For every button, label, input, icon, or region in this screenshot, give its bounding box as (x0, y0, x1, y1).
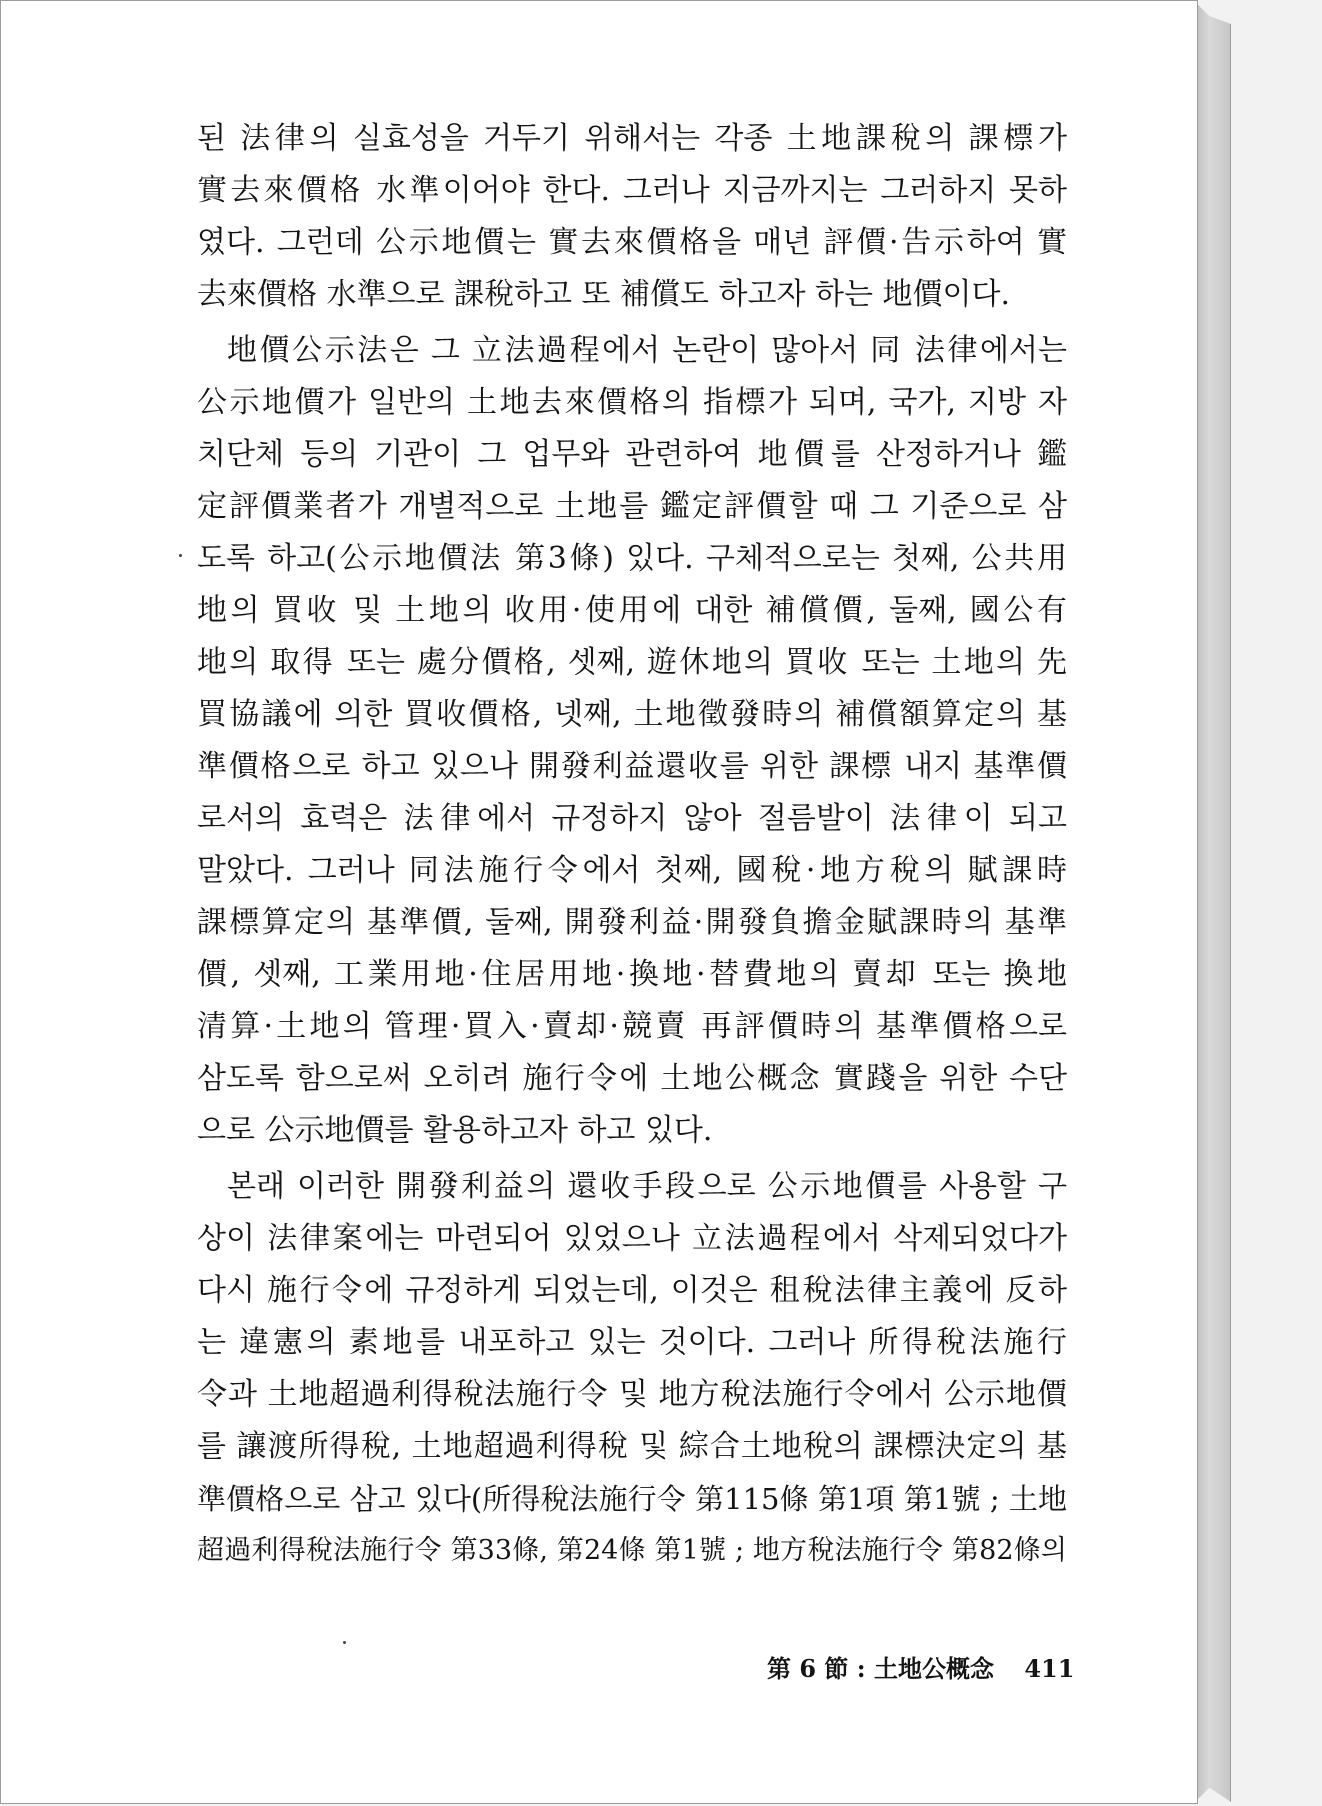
text-line: 定評價業者가 개별적으로 土地를 鑑定評價할 때 그 기준으로 삼 (197, 489, 1067, 524)
text-line: 去來價格 水準으로 課稅하고 또 補償도 하고자 하는 地價이다. (197, 277, 1011, 312)
text-line: 準價格으로 삼고 있다(所得稅法施行令 第115條 第1項 第1號 ; 土地 (197, 1482, 1067, 1516)
text-line: 다시 施行令에 규정하게 되었는데, 이것은 租稅法律主義에 反하 (197, 1273, 1067, 1308)
print-speck (343, 1641, 346, 1644)
text-line: 으로 公示地價를 활용하고자 하고 있다. (197, 1113, 713, 1148)
text-line: 였다. 그런데 公示地價는 實去來價格을 매년 評價·告示하여 實 (197, 225, 1067, 260)
print-speck (179, 554, 182, 557)
paragraph-1 (197, 113, 1067, 321)
text-line: 價, 셋째, 工業用地·住居用地·換地·替費地의 賣却 또는 換地 (197, 957, 1067, 992)
text-line: 地의 取得 또는 處分價格, 셋째, 遊休地의 買收 또는 土地의 先 (197, 645, 1067, 680)
text-line: 로서의 효력은 法律에서 규정하지 않아 절름발이 法律이 되고 (197, 801, 1067, 836)
page-number: 411 (1024, 1654, 1075, 1683)
text-line: 된 法律의 실효성을 거두기 위해서는 각종 土地課稅의 課標가 (197, 121, 1067, 156)
book-page-edge (1195, 2, 1231, 1802)
section-title: 第 6 節 : 土地公概念 (767, 1654, 994, 1683)
text-line: 令과 土地超過利得稅法施行令 및 地方稅法施行令에서 公示地價 (197, 1377, 1067, 1412)
text-line: 地價公示法은 그 立法過程에서 논란이 많아서 同 法律에서는 (227, 333, 1067, 368)
text-line: 超過利得稅法施行令 第33條, 第24條 第1號 ; 地方稅法施行令 第82條의 (197, 1535, 1067, 1566)
text-line: 를 讓渡所得稅, 土地超過利得稅 및 綜合土地稅의 課標決定의 基 (197, 1429, 1067, 1464)
body-text (197, 113, 1067, 1577)
text-line: 清算·土地의 管理·買入·賣却·競賣 再評價時의 基準價格으로 (197, 1009, 1067, 1044)
text-line: 치단체 등의 기관이 그 업무와 관련하여 地價를 산정하거나 鑑 (197, 437, 1067, 472)
paragraph-2 (197, 325, 1067, 1157)
text-line: 는 違憲의 素地를 내포하고 있는 것이다. 그러나 所得稅法施行 (197, 1325, 1067, 1360)
text-line: 본래 이러한 開發利益의 還收手段으로 公示地價를 사용할 구 (227, 1169, 1067, 1204)
text-line: 課標算定의 基準價, 둘째, 開發利益·開發負擔金賦課時의 基準 (197, 905, 1067, 940)
text-line: 準價格으로 하고 있으나 開發利益還收를 위한 課標 내지 基準價 (197, 749, 1067, 784)
paragraph-3 (197, 1161, 1067, 1577)
running-footer (767, 1649, 1074, 1684)
text-line: 말았다. 그러나 同法施行令에서 첫째, 國稅·地方稅의 賦課時 (197, 853, 1067, 888)
text-line: 實去來價格 水準이어야 한다. 그러나 지금까지는 그러하지 못하 (197, 173, 1067, 208)
text-line: 삼도록 함으로써 오히려 施行令에 土地公概念 實踐을 위한 수단 (197, 1061, 1067, 1096)
text-line: 買協議에 의한 買收價格, 넷째, 土地徵發時의 補償額算定의 基 (197, 697, 1067, 732)
text-line: 상이 法律案에는 마련되어 있었으나 立法過程에서 삭제되었다가 (197, 1221, 1067, 1256)
text-line: 公示地價가 일반의 土地去來價格의 指標가 되며, 국가, 지방 자 (197, 385, 1067, 420)
text-line: 도록 하고(公示地價法 第3條) 있다. 구체적으로는 첫째, 公共用 (197, 541, 1067, 576)
text-line: 地의 買收 및 土地의 收用·使用에 대한 補償價, 둘째, 國公有 (197, 593, 1067, 628)
